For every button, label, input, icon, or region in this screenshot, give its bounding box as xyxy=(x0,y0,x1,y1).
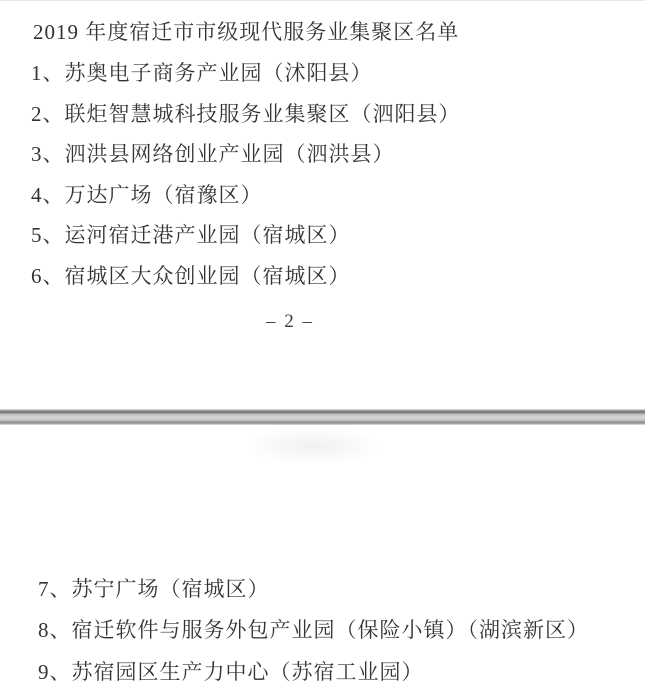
list-item: 9、苏宿园区生产力中心（苏宿工业园） xyxy=(38,660,424,684)
list-item: 4、万达广场（宿豫区） xyxy=(31,183,263,207)
list-item: 1、苏奥电子商务产业园（沭阳县） xyxy=(31,61,373,85)
list-item: 5、运河宿迁港产业园（宿城区） xyxy=(31,223,351,247)
list-item: 3、泗洪县网络创业产业园（泗洪县） xyxy=(31,142,395,166)
list-item: 8、宿迁软件与服务外包产业园（保险小镇）（湖滨新区） xyxy=(38,618,589,642)
list-item: 6、宿城区大众创业园（宿城区） xyxy=(31,264,351,288)
scan-smudge xyxy=(248,428,378,464)
page-number: – 2 – xyxy=(266,311,314,332)
page-title: 2019 年度宿迁市市级现代服务业集聚区名单 xyxy=(33,20,460,44)
page-separator xyxy=(0,409,645,425)
page-top-edge-line xyxy=(0,0,645,1)
list-item: 7、苏宁广场（宿城区） xyxy=(38,577,270,601)
list-item: 2、联炬智慧城科技服务业集聚区（泗阳县） xyxy=(31,102,461,126)
